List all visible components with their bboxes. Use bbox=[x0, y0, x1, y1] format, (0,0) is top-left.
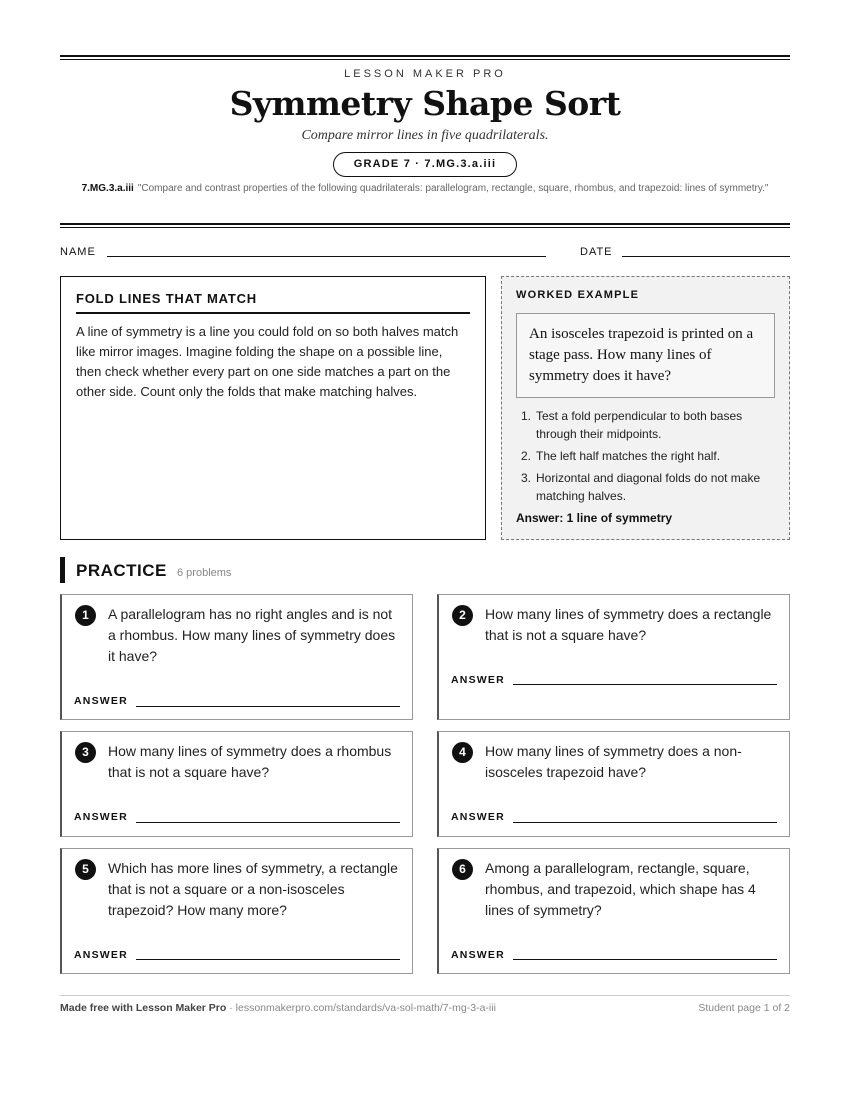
worksheet-page bbox=[60, 0, 790, 1100]
grade-badge: GRADE 7 · 7.MG.3.a.iii bbox=[333, 152, 517, 177]
problem-text: How many lines of symmetry does a rectangle that is not a square have? bbox=[485, 606, 772, 643]
answer-label: ANSWER bbox=[74, 695, 128, 707]
name-field[interactable] bbox=[107, 256, 546, 257]
problem-number-badge: 1 bbox=[75, 605, 96, 626]
problem-number-badge: 2 bbox=[452, 605, 473, 626]
problem-text: Which has more lines of symmetry, a rectangle that is not a square or a non-isosceles trapezoid? How many more? bbox=[108, 860, 398, 918]
concept-heading: FOLD LINES THAT MATCH bbox=[76, 291, 470, 314]
worked-example-step: 1. Test a fold perpendicular to both bases through their midpoints. bbox=[521, 409, 743, 441]
standard-text: "Compare and contrast properties of the following quadrilaterals: parallelogram, rectangle, square, rhombus, and trapezoid: lines of symmetry." bbox=[137, 183, 769, 194]
problem-card-5 bbox=[60, 848, 413, 974]
problem-text: How many lines of symmetry does a rhombus that is not a square have? bbox=[108, 743, 392, 780]
problem-card-2 bbox=[437, 594, 790, 720]
footer-made-with: Made free with Lesson Maker Pro bbox=[60, 1002, 227, 1014]
worked-example-step: 2. The left half matches the right half. bbox=[521, 449, 721, 463]
worked-example-question: An isosceles trapezoid is printed on a stage pass. How many lines of symmetry does it have? bbox=[516, 313, 775, 398]
problem-number-badge: 4 bbox=[452, 742, 473, 763]
practice-heading: PRACTICE bbox=[76, 561, 167, 580]
brand-name: LESSON MAKER PRO bbox=[344, 68, 506, 80]
worked-example-box bbox=[501, 276, 790, 540]
answer-label: ANSWER bbox=[74, 949, 128, 961]
standard-code: 7.MG.3.a.iii bbox=[81, 183, 134, 194]
worked-example-steps bbox=[516, 407, 775, 505]
answer-field-2[interactable] bbox=[513, 684, 777, 685]
answer-field-6[interactable] bbox=[513, 959, 777, 960]
problem-card-6 bbox=[437, 848, 790, 974]
answer-label: ANSWER bbox=[74, 811, 128, 823]
footer-credit bbox=[60, 1002, 496, 1014]
page-title: Symmetry Shape Sort bbox=[229, 84, 621, 123]
concept-box bbox=[60, 276, 486, 540]
problem-number-badge: 6 bbox=[452, 859, 473, 880]
problem-text: A parallelogram has no right angles and is not a rhombus. How many lines of symmetry does it have? bbox=[108, 606, 396, 664]
practice-count: 6 problems bbox=[177, 567, 232, 579]
problem-text: How many lines of symmetry does a non-isosceles trapezoid have? bbox=[485, 743, 742, 780]
footer-url[interactable]: · lessonmakerpro.com/standards/va-sol-math/7-mg-3-a-iii bbox=[226, 1002, 496, 1014]
worked-example-step: 3. Horizontal and diagonal folds do not make matching halves. bbox=[521, 471, 761, 503]
header-top-rule bbox=[60, 55, 790, 60]
answer-label: ANSWER bbox=[451, 674, 505, 686]
concept-body: A line of symmetry is a line you could fold on so both halves match like mirror images. Imagine folding the shape on a possible line, then check whether every part on one side matches a part on the other side. Count only the folds that make matching halves. bbox=[76, 324, 459, 399]
worked-example-answer: Answer: 1 line of symmetry bbox=[516, 511, 673, 525]
header-bottom-rule bbox=[60, 223, 790, 228]
problem-card-1 bbox=[60, 594, 413, 720]
answer-label: ANSWER bbox=[451, 811, 505, 823]
practice-accent-bar bbox=[60, 557, 65, 583]
answer-field-4[interactable] bbox=[513, 822, 777, 823]
standard-statement bbox=[60, 181, 790, 197]
answer-field-1[interactable] bbox=[136, 706, 400, 707]
answer-field-3[interactable] bbox=[136, 822, 400, 823]
date-label: DATE bbox=[580, 246, 613, 258]
footer-rule bbox=[60, 995, 790, 996]
answer-label: ANSWER bbox=[451, 949, 505, 961]
date-field[interactable] bbox=[622, 256, 790, 257]
name-label: NAME bbox=[60, 246, 96, 258]
problem-card-3 bbox=[60, 731, 413, 837]
worked-example-heading: WORKED EXAMPLE bbox=[516, 289, 640, 301]
footer-page-number: Student page 1 of 2 bbox=[698, 1002, 790, 1014]
answer-field-5[interactable] bbox=[136, 959, 400, 960]
problem-card-4 bbox=[437, 731, 790, 837]
problem-text: Among a parallelogram, rectangle, square, rhombus, and trapezoid, which shape has 4 lines of symmetry? bbox=[485, 860, 756, 918]
page-subtitle: Compare mirror lines in five quadrilaterals. bbox=[301, 128, 549, 143]
problem-number-badge: 3 bbox=[75, 742, 96, 763]
problem-number-badge: 5 bbox=[75, 859, 96, 880]
